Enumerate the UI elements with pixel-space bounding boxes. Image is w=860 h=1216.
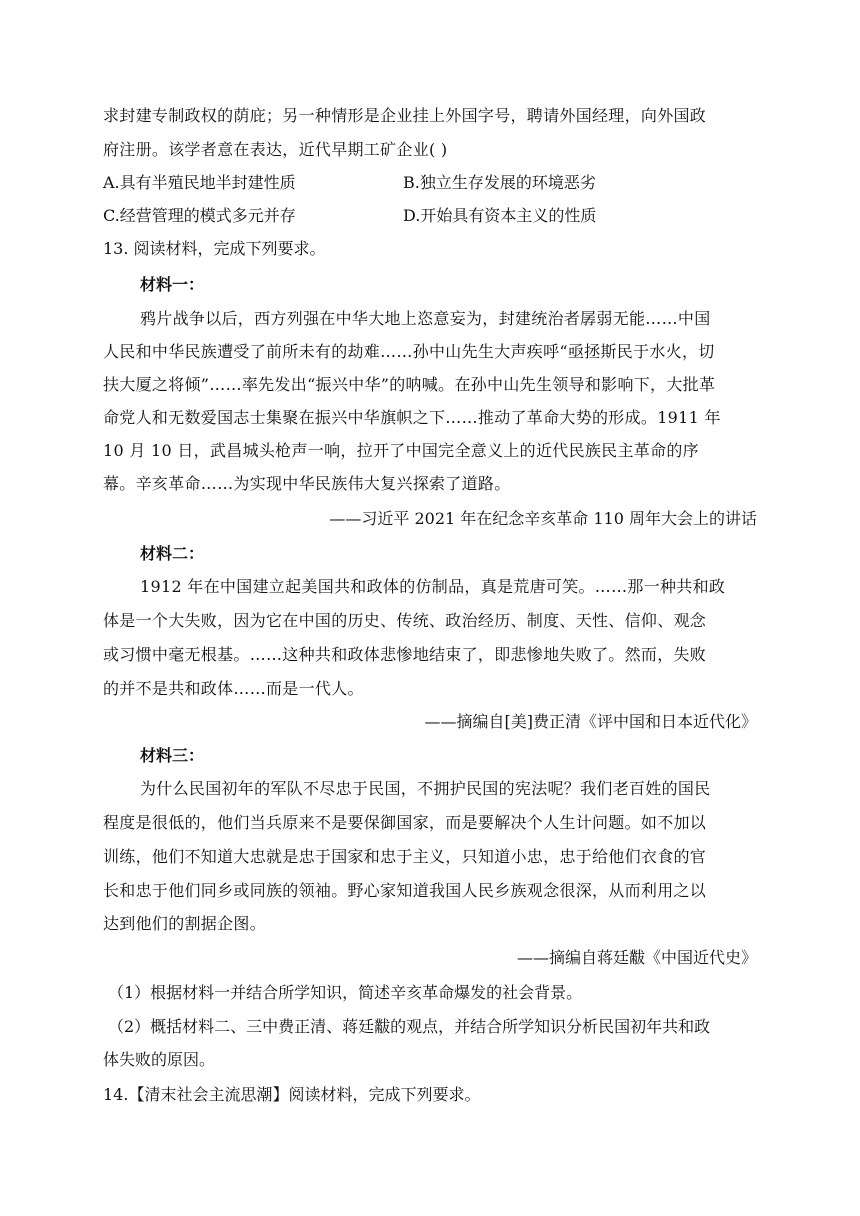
- material-1-line-3: 扶大厦之将倾”……率先发出“振兴中华”的呐喊。在孙中山先生领导和影响下，大批革: [103, 375, 716, 394]
- q12-stem-line-2: 府注册。该学者意在表达，近代早期工矿企业( ): [103, 140, 448, 159]
- material-1-line-2: 人民和中华民族遭受了前所未有的劫难……孙中山先生大声疾呼“亟拯斯民于水火，切: [103, 342, 715, 361]
- material-1-line-1: 鸦片战争以后，西方列强在中华大地上恣意妄为，封建统治者孱弱无能……中国: [140, 309, 711, 328]
- material-1-line-4: 命党人和无数爱国志士集聚在振兴中华旗帜之下……推动了革命大势的形成。1911 年: [103, 408, 721, 427]
- material-3-line-3: 训练，他们不知道大忠就是忠于国家和忠于主义，只知道小忠，忠于给他们衣食的官: [103, 847, 707, 866]
- material-3-source: ——摘编自蒋廷黻《中国近代史》: [516, 948, 757, 967]
- material-3-line-5: 达到他们的割据企图。: [103, 914, 267, 933]
- material-3-line-2: 程度是很低的，他们当兵原来不是要保御国家，而是要解决个人生计问题。如不加以: [103, 813, 707, 832]
- q12-option-a: A.具有半殖民地半封建性质: [103, 173, 296, 192]
- material-3-title: 材料三：: [140, 746, 205, 765]
- material-3-line-1: 为什么民国初年的军队不尽忠于民国，不拥护民国的宪法呢？我们老百姓的国民: [140, 779, 711, 798]
- material-2-line-1: 1912 年在中国建立起美国共和政体的仿制品，真是荒唐可笑。……那一种共和政: [140, 577, 726, 596]
- material-3-line-4: 长和忠于他们同乡或同族的领袖。野心家知道我国人民乡族观念很深，从而利用之以: [103, 881, 707, 900]
- material-2-title: 材料二：: [140, 544, 205, 563]
- q13-requirement-2-line-2: 体失败的原因。: [103, 1050, 216, 1069]
- q12-stem-line-1: 求封建专制政权的荫庇；另一种情形是企业挂上外国字号，聘请外国经理，向外国政: [103, 106, 707, 125]
- material-1-line-5: 10 月 10 日，武昌城头枪声一响，拉开了中国完全意义上的近代民族民主革命的序: [103, 441, 699, 460]
- material-2-line-2: 体是一个大失败，因为它在中国的历史、传统、政治经历、制度、天性、信仰、观念: [103, 611, 707, 630]
- q14-stem: 14.【清末社会主流思潮】阅读材料，完成下列要求。: [103, 1085, 481, 1104]
- q12-option-c: C.经营管理的模式多元并存: [103, 206, 296, 225]
- material-1-source: ——习近平 2021 年在纪念辛亥革命 110 周年大会上的讲话: [329, 509, 757, 528]
- material-2-source: ——摘编自[美]费正清《评中国和日本近代化》: [424, 712, 757, 731]
- material-1-title: 材料一：: [140, 275, 205, 294]
- q13-requirement-2-line-1: （2）概括材料二、三中费正清、蒋廷黻的观点，并结合所学知识分析民国初年共和政: [108, 1017, 711, 1036]
- material-2-line-3: 或习惯中毫无根基。……这种共和政体悲惨地结束了，即悲惨地失败了。然而，失败: [103, 645, 707, 664]
- q12-option-b: B.独立生存发展的环境恶劣: [403, 173, 596, 192]
- q12-option-d: D.开始具有资本主义的性质: [403, 206, 597, 225]
- q13-requirement-1: （1）根据材料一并结合所学知识，简述辛亥革命爆发的社会背景。: [108, 983, 583, 1002]
- q13-stem: 13. 阅读材料，完成下列要求。: [103, 239, 326, 258]
- material-1-line-6: 幕。辛亥革命……为实现中华民族伟大复兴探索了道路。: [103, 474, 511, 493]
- material-2-line-4: 的并不是共和政体……而是一代人。: [103, 679, 364, 698]
